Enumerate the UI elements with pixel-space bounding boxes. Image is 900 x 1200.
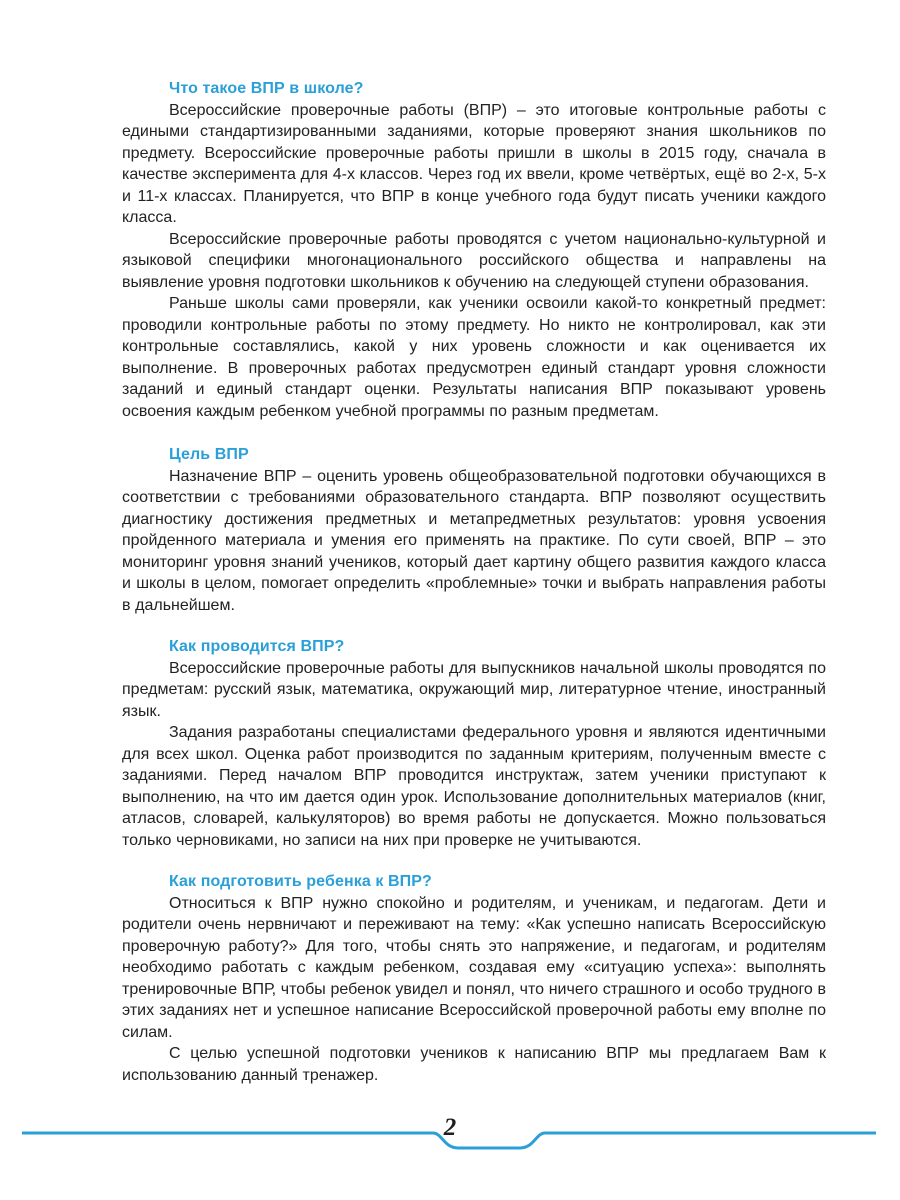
section-title: Цель ВПР: [169, 446, 249, 463]
paragraph: С целью успешной подготовки учеников к написанию ВПР мы предлагаем Вам к использованию данный тренажер.: [122, 1045, 826, 1084]
section-what-is-vpr: [122, 78, 826, 422]
section-spacer: [122, 422, 826, 444]
paragraph: Назначение ВПР – оценить уровень общеобразовательной подготовки обучающихся в соответствии с требованиями образовательного стандарта. ВПР позволяют осуществить диагностику достижения предметных и метапредметных результатов: уровня усвоения пройденного материала и умения его применять на практике. По сути своей, ВПР – это мониторинг уровня знаний учеников, который дает картину общего развития каждого класса и школы в целом, помогает определить «проблемные» точки и выбрать направления работы в дальнейшем.: [122, 467, 826, 614]
paragraph: Относиться к ВПР нужно спокойно и родителям, и ученикам, и педагогам. Дети и родители очень нервничают и переживают на тему: «Как успешно написать Всероссийскую проверочную работу?» Для того, чтобы снять это напряжение, и педагогам, и родителям необходимо работать с каждым ребенком, создавая ему «ситуацию успеха»: выполнять тренировочные ВПР, чтобы ребенок увидел и понял, что ничего страшного и особо трудного в этих заданиях нет и успешное написание Всероссийской проверочной работы ему вполне по силам.: [122, 894, 826, 1041]
section-title: Как подготовить ребенка к ВПР?: [169, 873, 432, 890]
paragraph: Всероссийские проверочные работы проводятся с учетом национально-культурной и языковой специфики многонационального российского общества и направлены на выявление уровня подготовки школьников к обучению на следующей ступени образования.: [122, 230, 826, 291]
section-title: Что такое ВПР в школе?: [169, 80, 364, 97]
paragraph: Задания разработаны специалистами федерального уровня и являются идентичными для всех школ. Оценка работ производится по заданным критериям, полученным вместе с заданиями. Перед началом ВПР проводится инструктаж, затем ученики приступают к выполнению, на что им дается один урок. Использование дополнительных материалов (книг, атласов, словарей, калькуляторов) во время работы не допускается. Можно пользоваться только черновиками, но записи на них при проверке не учитываются.: [122, 724, 826, 849]
page-content: [122, 78, 826, 1086]
section-how-to-prepare: [122, 871, 826, 1086]
section-how-vpr-is-held: [122, 636, 826, 851]
section-title: Как проводится ВПР?: [169, 638, 345, 655]
section-spacer: [122, 851, 826, 871]
page-number: 2: [443, 1114, 457, 1141]
paragraph: Всероссийские проверочные работы (ВПР) – это итоговые контрольные работы с едиными стандартизированными заданиями, которые проверяют знания школьников по предмету. Всероссийские проверочные работы пришли в школы в 2015 году, сначала в качестве эксперимента для 4-х классов. Через год их ввели, кроме четвёртых, ещё во 2-х, 5-х и 11-х классах. Планируется, что ВПР в конце учебного года будут писать ученики каждого класса.: [122, 101, 826, 226]
section-vpr-goal: [122, 444, 826, 616]
paragraph: Раньше школы сами проверяли, как ученики освоили какой-то конкретный предмет: проводили контрольные работы по этому предмету. Но никто не контролировал, как эти контрольные составлялись, какой у них уровень сложности и как оценивается их выполнение. В проверочных работах предусмотрен единый стандарт уровня сложности заданий и единый стандарт оценки. Результаты написания ВПР показывают уровень освоения каждым ребенком учебной программы по разным предметам.: [122, 295, 826, 420]
paragraph: Всероссийские проверочные работы для выпускников начальной школы проводятся по предметам: русский язык, математика, окружающий мир, литературное чтение, иностранный язык.: [122, 659, 826, 720]
section-spacer: [122, 616, 826, 636]
